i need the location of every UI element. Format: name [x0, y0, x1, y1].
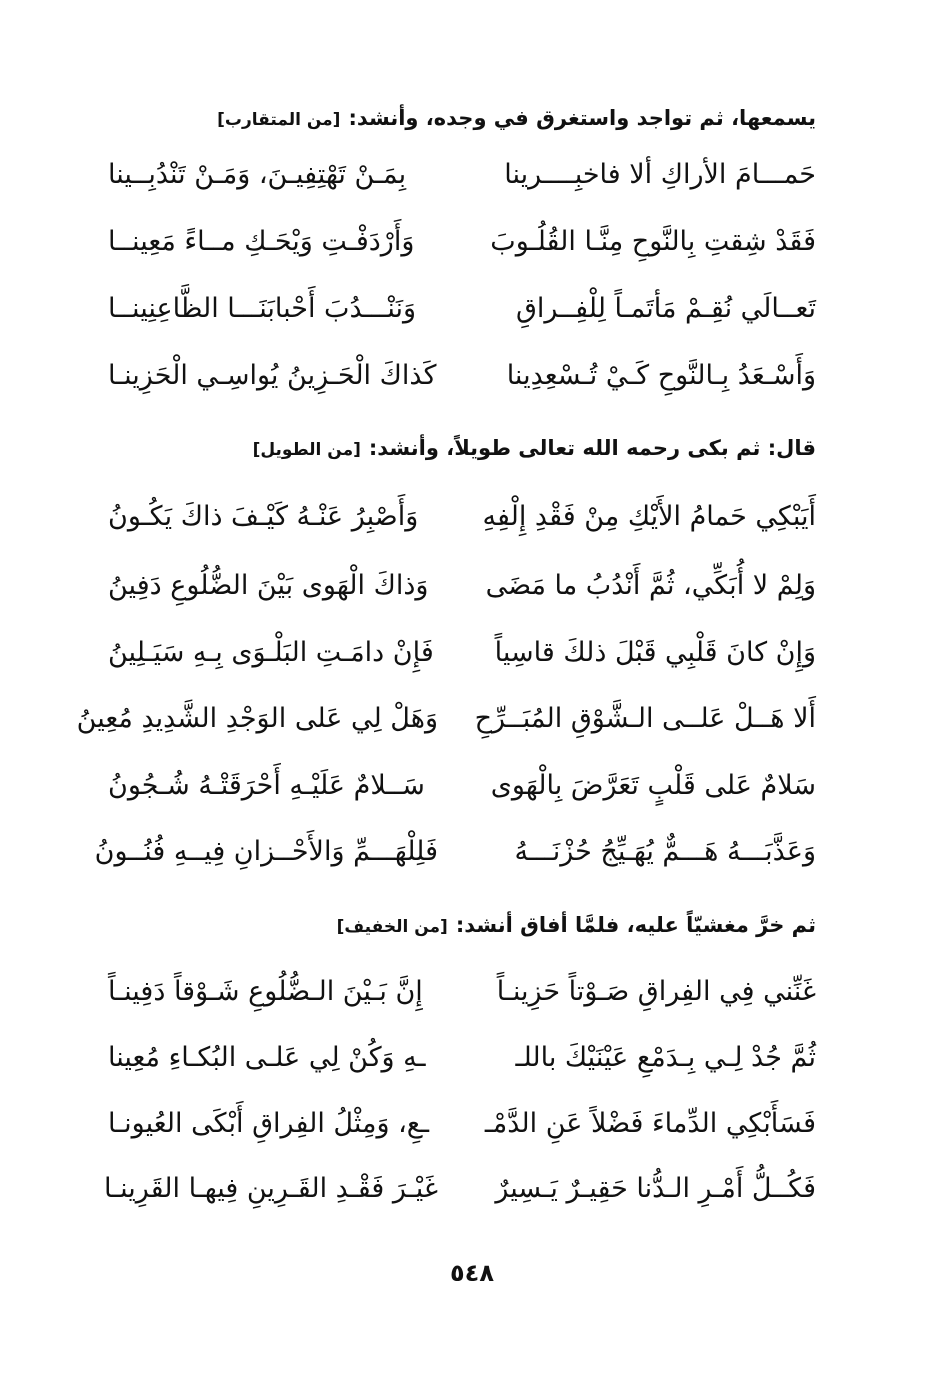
verse-line — [0, 217, 944, 267]
verse-line — [0, 694, 944, 744]
verse-second-hemistich: وَنَنْـــدُبَ أَحْبابَنَـــا الظَّاعِنِينــا — [108, 293, 417, 324]
prose-text: قال: ثم بكى رحمه الله تعالى طويلاً، وأنشد: — [368, 436, 816, 460]
meter-label: [من الطويل] — [252, 440, 361, 460]
verse-first-hemistich: فَقَدْ شِقتِ بِالنَّوحِ مِنَّـا القُلُـوبَ — [490, 226, 816, 257]
verse-first-hemistich: وَلِمْ لا أُبَكِّي، ثُمَّ أَنْدُبُ ما مَضَى — [485, 570, 816, 601]
verse-second-hemistich: وَأَصْبِرُ عَنْـهُ كَيْـفَ ذاكَ يَكُـونُ — [108, 501, 419, 532]
verse-second-hemistich: بِمَـنْ تَهْتِفِيـنَ، وَمَـنْ تَنْدُبِــينا — [108, 159, 407, 190]
verse-second-hemistich: غَيْـرَ فَقْـدِ القَـرِينِ فِيهـا القَرِينـا — [103, 1173, 438, 1204]
verse-first-hemistich: وَأَسْـعَدُ بِـالنَّوحِ كَـيْ تُـسْعِدِينا — [506, 360, 816, 391]
verse-line — [0, 1164, 944, 1214]
verse-line — [0, 827, 944, 877]
verse-second-hemistich: ـهِ وَكُنْ لِي عَلـى البُكـاءِ مُعِينا — [108, 1042, 426, 1073]
verse-second-hemistich: كَذاكَ الْحَـزِينُ يُواسِـي الْحَزِينـا — [108, 360, 437, 391]
prose-text: ثم خرَّ مغشيّاً عليه، فلمَّا أفاق أنشد: — [455, 913, 816, 937]
verse-line — [0, 561, 944, 611]
verse-line — [0, 351, 944, 401]
verse-first-hemistich: أَلا هَــلْ عَلــى الـشَّوْقِ المُبَــرِّحِ — [474, 703, 816, 734]
meter-label: [من الخفيف] — [336, 917, 448, 937]
verse-first-hemistich: ثُمَّ جُدْ لِـي بِـدَمْعِ عَيْنَيْكَ باللـ — [515, 1042, 816, 1073]
verse-first-hemistich: فَسَأَبْكِي الدِّماءَ فَضْلاً عَنِ الدَّمْـ — [484, 1108, 816, 1139]
verse-first-hemistich: تَعــالَي نُقِـمْ مَأتَمـاً لِلْفِــراقِ — [515, 293, 816, 324]
verse-second-hemistich: فَلِلْهَـــمِّ وَالأَحْــزانِ فِيــهِ فُنُــونُ — [94, 836, 438, 867]
verse-first-hemistich: فَكُــلُّ أَمْـرِ الـدُّنا حَقِيـرٌ يَـسِيرٌ — [495, 1173, 816, 1204]
verse-second-hemistich: ـعِ، وَمِثْلُ الفِراقِ أَبْكَى العُيونـا — [108, 1108, 430, 1139]
verse-line — [0, 1099, 944, 1149]
verse-line — [0, 628, 944, 678]
verse-second-hemistich: وَأَرْدَفْـتِ وَيْحَـكِ مــاءً مَعِينــا — [108, 226, 415, 257]
verse-first-hemistich: وَإِنْ كانَ قَلْبِي قَبْلَ ذلكَ قاسِياً — [494, 637, 816, 668]
verse-first-hemistich: وَعَذَّبَـــهُ هَـــمٌّ يُهَـيِّجُ حُزْنَـــهُ — [514, 836, 816, 867]
verse-second-hemistich: وَذاكَ الْهَوى بَيْنَ الضُّلُوعِ دَفِينُ — [108, 570, 429, 601]
verse-line — [0, 492, 944, 542]
verse-first-hemistich: غَنِّني فِي الفِراقِ صَـوْتاً حَزِينـاً — [496, 976, 816, 1007]
verse-second-hemistich: إِنَّ بَـيْنَ الـضُّلُوعِ شَـوْقاً دَفِينـاً — [108, 976, 423, 1007]
verse-first-hemistich: أَيَبْكِي حَمامُ الأَيْكِ مِنْ فَقْدِ إِلْفِهِ — [482, 501, 816, 532]
verse-second-hemistich: فَإِنْ دامَـتِ البَلْـوَى بِـهِ سَيَـلِينُ — [108, 637, 434, 668]
prose-intro-2 — [116, 433, 816, 465]
verse-second-hemistich: وَهَلْ لِي عَلى الوَجْدِ الشَّدِيدِ مُعِينُ — [76, 703, 438, 734]
prose-text: يسمعها، ثم تواجد واستغرق في وجده، وأنشد: — [348, 106, 816, 130]
verse-line — [0, 967, 944, 1017]
prose-intro-1 — [116, 103, 816, 135]
verse-line — [0, 1033, 944, 1083]
meter-label: [من المتقارب] — [217, 110, 341, 130]
prose-intro-3 — [116, 910, 816, 942]
verse-line — [0, 761, 944, 811]
verse-line — [0, 150, 944, 200]
page-number: ٥٤٨ — [450, 1259, 494, 1287]
verse-first-hemistich: حَمـــامَ الأراكِ ألا فاخبِــــرينا — [504, 159, 816, 190]
verse-second-hemistich: سَــلامٌ عَلَيْـهِ أَحْرَقَتْـهُ شُـجُونُ — [108, 770, 425, 801]
verse-line — [0, 284, 944, 334]
verse-first-hemistich: سَلامٌ عَلى قَلْبٍ تَعَرَّضَ بِالْهَوى — [490, 770, 816, 801]
